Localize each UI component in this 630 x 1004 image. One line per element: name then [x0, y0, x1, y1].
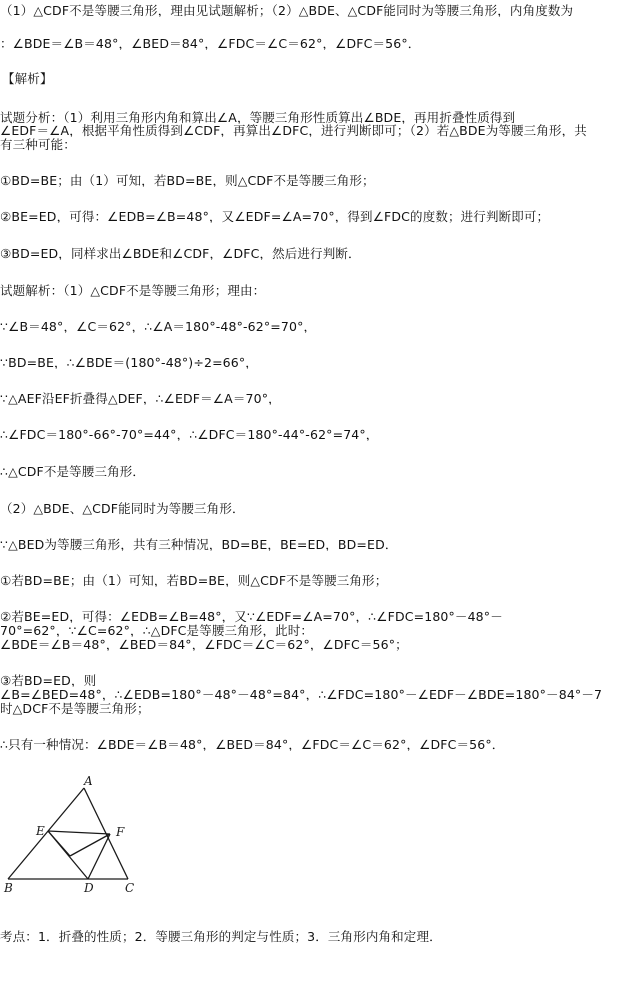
- vertex-label-b: B: [4, 881, 13, 895]
- text-line: ②若BE=ED，可得：∠EDB=∠B=48°，又∵∠EDF=∠A=70°，∴∠FDC=180°－48°－: [0, 610, 503, 623]
- text-line: （1）△CDF不是等腰三角形，理由见试题解析；（2）△BDE、△CDF能同时为等腰三角形，内角度数为: [0, 4, 574, 17]
- text-line: 试题解析：（1）△CDF不是等腰三角形；理由：: [0, 284, 266, 297]
- text-line: 试题分析：（1）利用三角形内角和算出∠A，等腰三角形性质算出∠BDE，再用折叠性质得到: [0, 111, 516, 124]
- text-line: ③若BD=ED，则: [0, 674, 97, 687]
- segment-ef: [48, 831, 110, 834]
- text-line: 有三种可能：: [0, 138, 76, 151]
- section-heading: 【解析】: [2, 72, 53, 85]
- segment-e-mid: [48, 831, 70, 856]
- text-line: ∴△CDF不是等腰三角形．: [0, 465, 146, 478]
- text-line: 70°=62°，∵∠C=62°，∴△DFC是等腰三角形，此时：: [0, 624, 314, 637]
- geometry-figure: [0, 776, 160, 900]
- vertex-label-e: E: [36, 824, 45, 838]
- text-line: 时△DCF不是等腰三角形；: [0, 702, 150, 715]
- text-line: ∵BD=BE，∴∠BDE＝(180°-48°)÷2=66°，: [0, 356, 258, 369]
- keypoints-line: 考点：1．折叠的性质；2．等腰三角形的判定与性质；3．三角形内角和定理．: [0, 930, 442, 943]
- text-line: （2）△BDE、△CDF能同时为等腰三角形．: [0, 502, 245, 515]
- vertex-label-f: F: [116, 825, 125, 839]
- text-line: ∴只有一种情况：∠BDE＝∠B＝48°，∠BED＝84°，∠FDC＝∠C＝62°，∠DFC＝56°．: [0, 738, 505, 751]
- text-line: ∠BDE＝∠B＝48°，∠BED＝84°，∠FDC＝∠C＝62°，∠DFC＝56°；: [0, 638, 408, 651]
- segment-ab: [8, 788, 84, 879]
- vertex-label-d: D: [84, 881, 94, 895]
- text-line: ：∠BDE＝∠B＝48°，∠BED＝84°，∠FDC＝∠C＝62°，∠DFC＝56°．: [0, 37, 421, 50]
- text-line: ①若BD=BE；由（1）可知，若BD=BE，则△CDF不是等腰三角形；: [0, 574, 388, 587]
- text-line: ∠EDF＝∠A，根据平角性质得到∠CDF，再算出∠DFC，进行判断即可；（2）若△BDE为等腰三角形，共: [0, 124, 587, 137]
- vertex-label-a: A: [84, 776, 93, 788]
- text-line: ∵△AEF沿EF折叠得△DEF，∴∠EDF＝∠A＝70°，: [0, 392, 281, 405]
- text-line: ①BD=BE；由（1）可知，若BD=BE，则△CDF不是等腰三角形；: [0, 174, 375, 187]
- text-line: ③BD=ED，同样求出∠BDE和∠CDF，∠DFC，然后进行判断．: [0, 247, 361, 260]
- vertex-label-c: C: [125, 881, 135, 895]
- text-line: ∵△BED为等腰三角形，共有三种情况，BD=BE，BE=ED，BD=ED．: [0, 538, 398, 551]
- text-line: ∠B=∠BED=48°，∴∠EDB=180°－48°－48°=84°，∴∠FDC=180°－∠EDF－∠BDE=180°－84°－7: [0, 688, 603, 701]
- text-line: ∵∠B＝48°，∠C＝62°，∴∠A＝180°-48°-62°=70°，: [0, 320, 317, 333]
- text-line: ∴∠FDC＝180°-66°-70°=44°，∴∠DFC＝180°-44°-62°=74°，: [0, 428, 379, 441]
- text-line: ②BE=ED，可得：∠EDB=∠B=48°，又∠EDF=∠A=70°，得到∠FDC的度数；进行判断即可；: [0, 210, 550, 223]
